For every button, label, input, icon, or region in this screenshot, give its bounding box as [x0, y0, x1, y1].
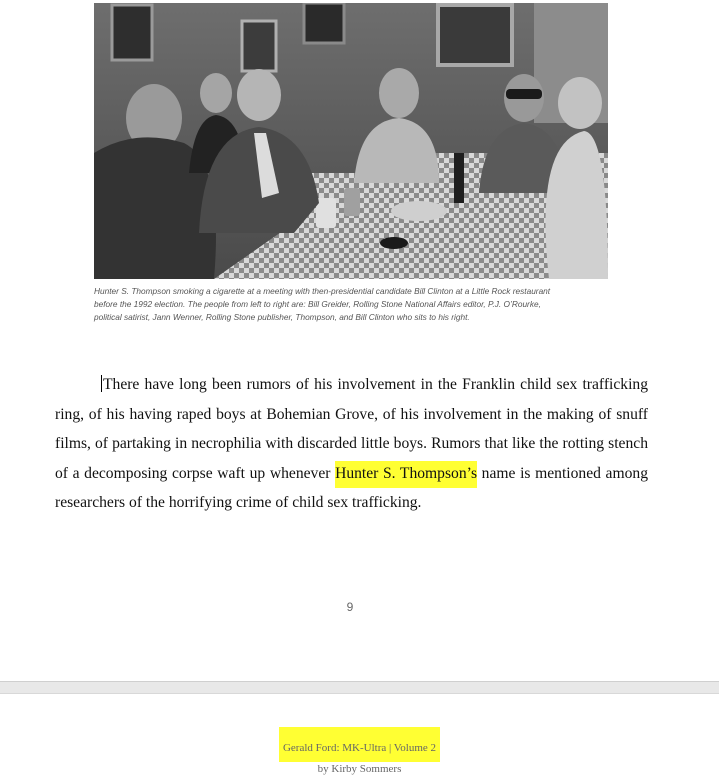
paragraph-text: There have long been rumors of his involvement in the Franklin child sex trafficking ring, of his having raped boys at Bohemian Grove, of his involvement in the making of snuff films, of partaking in necrophilia with discarded little boys. Rumors that like the rotting stench of a decomposing corpse waft up whenever — [55, 376, 648, 482]
caption-line: before the 1992 election. The people from left to right are: Bill Greider, Rolling Stone National Affairs editor, P.J. O’Rourke, — [94, 299, 541, 309]
page-separator — [0, 681, 719, 694]
photo-caption — [94, 285, 614, 324]
caption-line: Hunter S. Thompson smoking a cigarette at a meeting with then-presidential candidate Bill Clinton at a Little Rock restaurant — [94, 286, 551, 296]
text-cursor — [101, 375, 102, 392]
page-number: 9 — [346, 600, 354, 614]
page-footer — [0, 739, 719, 777]
footer-title: Gerald Ford: MK-Ultra | Volume 2 — [279, 727, 440, 762]
footer-author: by Kirby Sommers — [317, 763, 402, 775]
caption-line: political satirist, Jann Wenner, Rolling Stone publisher, Thompson, and Bill Clinton who sits to his right. — [94, 312, 470, 322]
body-paragraph[interactable] — [55, 370, 648, 518]
paragraph-text-end: name is mentioned among researchers of the horrifying crime of child sex trafficking. — [55, 464, 648, 511]
photo-illustration — [94, 3, 608, 279]
highlighted-text: Hunter S. Thompson’s — [335, 461, 477, 488]
restaurant-photo — [94, 3, 608, 279]
